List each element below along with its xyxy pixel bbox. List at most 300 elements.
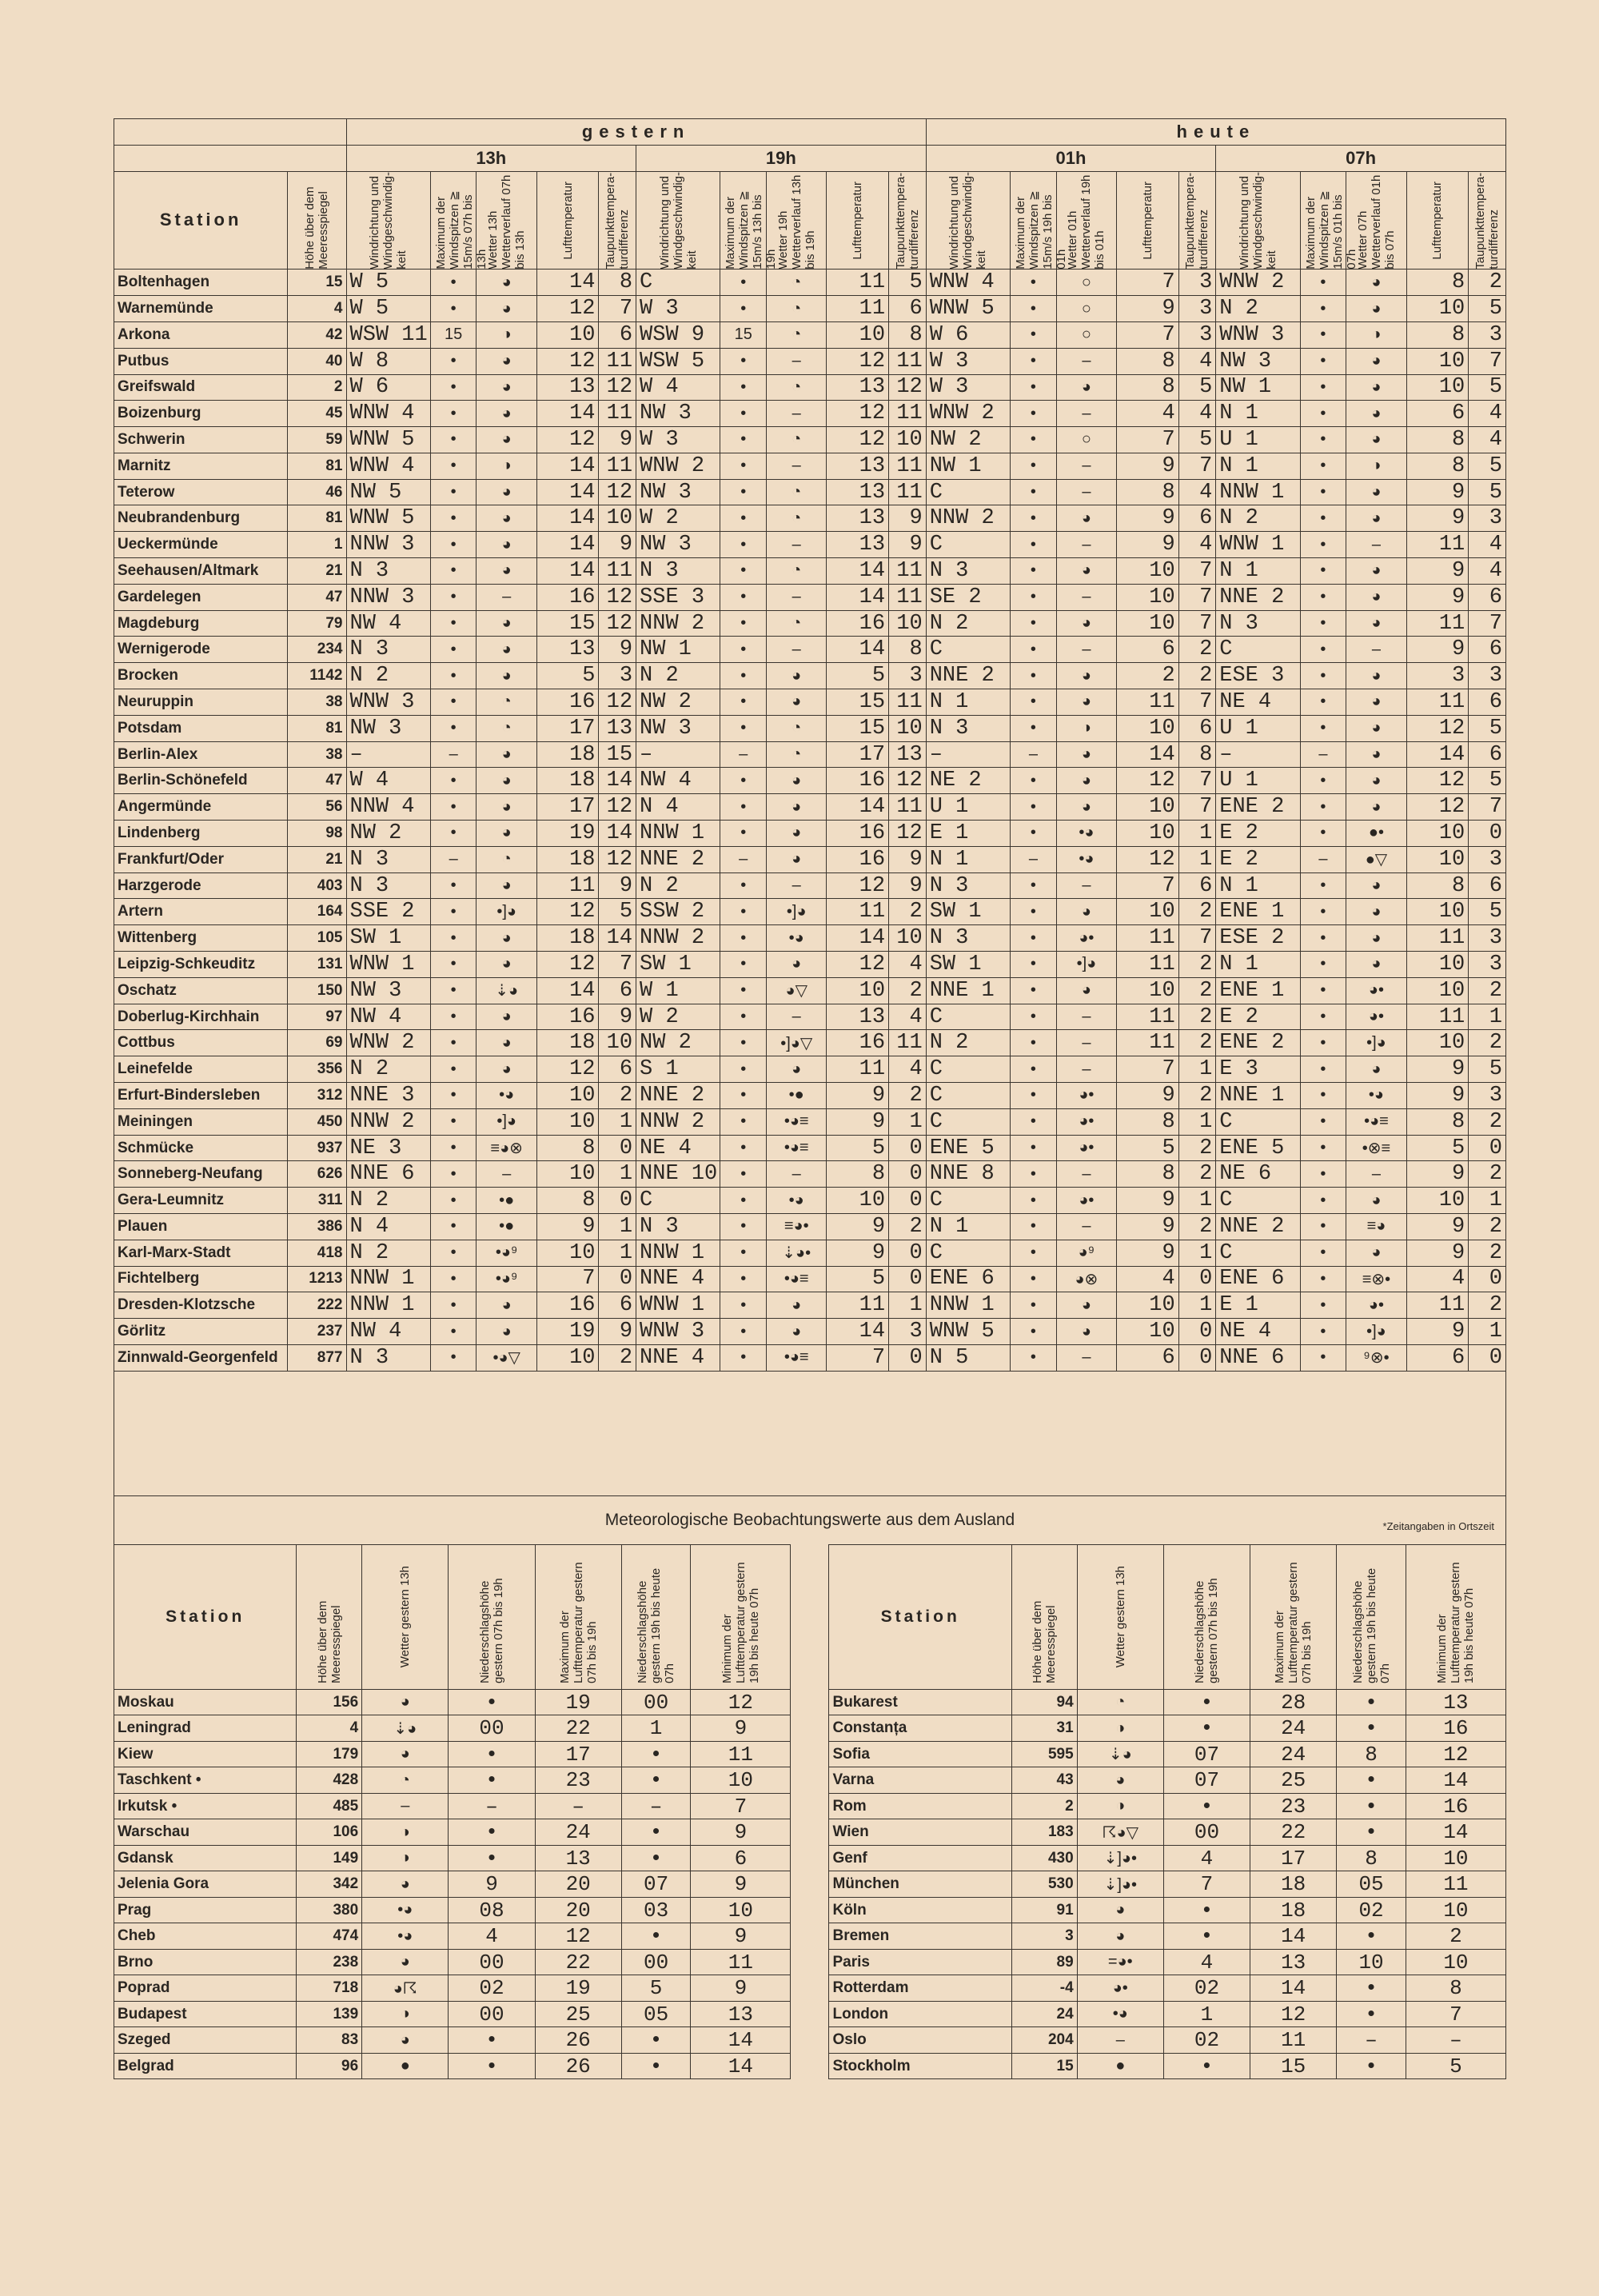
station-name: Neubrandenburg xyxy=(114,505,288,532)
table-cell: 3 xyxy=(1178,296,1216,322)
table-cell: – xyxy=(1056,584,1116,610)
table-row xyxy=(114,768,1506,794)
table-cell: 12 xyxy=(827,401,889,427)
table-cell: – xyxy=(449,1793,535,1819)
table-cell: • xyxy=(720,610,767,637)
table-cell: 7 xyxy=(1163,1871,1250,1898)
table-cell: 83 xyxy=(297,2027,362,2054)
table-cell: 10 xyxy=(1406,296,1469,322)
table-cell: • xyxy=(449,1767,535,1794)
table-cell: 10 xyxy=(1117,899,1179,925)
table-cell: ◕ xyxy=(1056,663,1116,689)
table-cell: ◕ xyxy=(477,348,536,374)
table-cell: 18 xyxy=(1250,1897,1337,1923)
table-cell: 10 xyxy=(889,427,927,453)
table-cell: ◕• xyxy=(1056,1135,1116,1161)
table-cell: • xyxy=(430,296,477,322)
table-cell: E 2 xyxy=(1216,821,1300,847)
table-cell: 11 xyxy=(1406,689,1469,716)
table-cell: ◕ xyxy=(1346,584,1406,610)
table-cell: 2 xyxy=(599,1083,636,1109)
table-cell: 2 xyxy=(1178,663,1216,689)
table-cell: 16 xyxy=(536,689,599,716)
table-cell: 4 xyxy=(288,296,346,322)
table-cell: • xyxy=(1300,1240,1346,1266)
table-cell: ◑ xyxy=(362,1819,449,1846)
table-cell: ◕ xyxy=(477,1030,536,1056)
table-cell: 12 xyxy=(1406,1741,1505,1767)
table-cell: 10 xyxy=(1406,1188,1469,1214)
table-cell: 238 xyxy=(297,1949,362,1975)
table-cell: WNW 1 xyxy=(636,1292,720,1319)
table-cell: C xyxy=(926,1083,1010,1109)
table-cell: • xyxy=(720,1083,767,1109)
table-cell: 13 xyxy=(827,374,889,401)
table-cell: • xyxy=(1011,977,1057,1004)
table-cell: ◕ xyxy=(1346,768,1406,794)
table-cell: 31 xyxy=(1011,1715,1077,1742)
ausland-rows xyxy=(114,1689,1506,2079)
table-cell: ◔ xyxy=(767,321,827,348)
table-cell: ⇣]◕• xyxy=(1077,1845,1163,1871)
table-cell: 8 xyxy=(1406,1975,1505,2002)
table-cell: 8 xyxy=(1406,270,1469,296)
table-cell: 17 xyxy=(827,741,889,768)
table-cell: 9 xyxy=(449,1871,535,1898)
table-cell: • xyxy=(430,1344,477,1371)
table-cell: 11 xyxy=(1406,1004,1469,1030)
station-name: Varna xyxy=(829,1767,1011,1794)
table-cell: 9 xyxy=(691,1715,791,1742)
table-cell: NNW 1 xyxy=(926,1292,1010,1319)
table-cell: N 2 xyxy=(1216,296,1300,322)
table-cell: N 4 xyxy=(346,1214,430,1240)
table-cell: 12 xyxy=(1406,794,1469,821)
table-cell: 16 xyxy=(1406,1715,1505,1742)
table-cell: 10 xyxy=(536,1083,599,1109)
table-cell: • xyxy=(1011,584,1057,610)
table-cell: • xyxy=(1337,1767,1406,1794)
table-cell: 21 xyxy=(288,846,346,872)
table-cell: 11 xyxy=(827,899,889,925)
table-cell: 22 xyxy=(535,1715,621,1742)
table-cell: 8 xyxy=(536,1135,599,1161)
table-cell: 9 xyxy=(1117,1188,1179,1214)
table-cell: • xyxy=(720,1030,767,1056)
table-cell: • xyxy=(430,348,477,374)
table-cell: •◕ xyxy=(1077,2001,1163,2027)
table-cell: 14 xyxy=(599,821,636,847)
table-cell: ◕ xyxy=(477,663,536,689)
table-cell: 7 xyxy=(1117,1056,1179,1083)
table-cell: ◕ xyxy=(767,768,827,794)
table-cell: 16 xyxy=(827,1030,889,1056)
table-cell: 6 xyxy=(1117,1344,1179,1371)
table-cell: • xyxy=(1300,1161,1346,1188)
table-cell: • xyxy=(1011,1030,1057,1056)
station-name: Bukarest xyxy=(829,1689,1011,1715)
table-cell: •◕≡ xyxy=(1346,1108,1406,1135)
station-name: Arkona xyxy=(114,321,288,348)
table-cell: 08 xyxy=(449,1897,535,1923)
table-cell: • xyxy=(720,1108,767,1135)
table-cell: • xyxy=(430,1266,477,1292)
station-name: London xyxy=(829,2001,1011,2027)
table-cell: 6 xyxy=(1178,715,1216,741)
table-cell: ENE 5 xyxy=(1216,1135,1300,1161)
station-name: Rotterdam xyxy=(829,1975,1011,2002)
table-cell: 18 xyxy=(536,768,599,794)
table-cell: 26 xyxy=(535,2027,621,2054)
table-cell: • xyxy=(720,1344,767,1371)
table-row xyxy=(114,1871,1506,1898)
table-cell: N 1 xyxy=(926,846,1010,872)
time-01h: 01h xyxy=(926,145,1216,171)
table-cell: 00 xyxy=(449,2001,535,2027)
table-cell: ◕ xyxy=(1056,689,1116,716)
table-cell: 9 xyxy=(691,1923,791,1950)
table-cell: ◑ xyxy=(362,2001,449,2027)
table-cell: 4 xyxy=(1178,479,1216,505)
table-cell: 16 xyxy=(827,821,889,847)
table-cell: ◕• xyxy=(1346,1292,1406,1319)
table-cell: ◕ xyxy=(477,952,536,978)
table-cell: – xyxy=(767,401,827,427)
table-row xyxy=(114,532,1506,558)
table-cell: SSE 3 xyxy=(636,584,720,610)
table-cell: 96 xyxy=(297,2053,362,2079)
table-cell: NNE 10 xyxy=(636,1161,720,1188)
table-cell: • xyxy=(720,715,767,741)
table-cell: • xyxy=(1011,1161,1057,1188)
table-cell: 46 xyxy=(288,479,346,505)
table-cell: 14 xyxy=(536,479,599,505)
station-name: Budapest xyxy=(114,2001,297,2027)
table-row xyxy=(114,1793,1506,1819)
table-cell: 2 xyxy=(1011,1793,1077,1819)
table-cell: 8 xyxy=(1406,321,1469,348)
table-cell: NNW 3 xyxy=(346,584,430,610)
table-cell: 15 xyxy=(536,610,599,637)
table-row xyxy=(114,1240,1506,1266)
table-cell: • xyxy=(720,977,767,1004)
station-name: Gdansk xyxy=(114,1845,297,1871)
station-name: Taschkent • xyxy=(114,1767,297,1794)
table-cell: •◕⁹ xyxy=(477,1240,536,1266)
table-cell: •◕ xyxy=(767,1188,827,1214)
table-cell: – xyxy=(1056,1030,1116,1056)
table-cell: 14 xyxy=(827,794,889,821)
table-cell: C xyxy=(926,1004,1010,1030)
table-cell: ◕ xyxy=(362,1871,449,1898)
table-cell: 02 xyxy=(449,1975,535,2002)
table-cell: 2 xyxy=(1178,1030,1216,1056)
station-name: Neuruppin xyxy=(114,689,288,716)
table-cell: ENE 6 xyxy=(1216,1266,1300,1292)
table-cell: 2 xyxy=(1469,1292,1506,1319)
table-cell: ◕ xyxy=(1056,1292,1116,1319)
table-cell: 0 xyxy=(889,1188,927,1214)
table-cell: E 3 xyxy=(1216,1056,1300,1083)
table-cell: ⇣◕ xyxy=(477,977,536,1004)
table-cell: E 2 xyxy=(1216,1004,1300,1030)
table-cell: NW 4 xyxy=(346,1319,430,1345)
table-cell: • xyxy=(1337,1819,1406,1846)
table-cell: ◕ xyxy=(1056,558,1116,585)
table-cell: • xyxy=(430,1292,477,1319)
table-cell: 98 xyxy=(288,821,346,847)
table-cell: – xyxy=(767,1004,827,1030)
col-header: Taupunkttempera-turdifferenz xyxy=(1183,172,1211,270)
station-name: Görlitz xyxy=(114,1319,288,1345)
separator xyxy=(791,1949,829,1975)
table-cell: ◕• xyxy=(1346,1004,1406,1030)
table-cell: ◕ xyxy=(1346,872,1406,899)
table-cell: 02 xyxy=(1163,2027,1250,2054)
table-cell: 3 xyxy=(1178,270,1216,296)
table-cell: ◔ xyxy=(767,374,827,401)
table-cell: • xyxy=(430,1135,477,1161)
table-cell: 14 xyxy=(599,925,636,952)
table-cell: ◕ xyxy=(1346,663,1406,689)
table-cell: 10 xyxy=(1117,584,1179,610)
table-cell: 12 xyxy=(1117,768,1179,794)
table-cell: 12 xyxy=(1250,2001,1337,2027)
table-cell: – xyxy=(1077,2027,1163,2054)
table-cell: ◕ xyxy=(477,479,536,505)
table-cell: 9 xyxy=(1117,453,1179,479)
table-cell: 43 xyxy=(1011,1767,1077,1794)
table-row xyxy=(114,610,1506,637)
table-cell: • xyxy=(621,1819,691,1846)
table-cell: N 1 xyxy=(926,1214,1010,1240)
table-cell: 7 xyxy=(599,296,636,322)
table-cell: •◕≡ xyxy=(767,1135,827,1161)
table-cell: 14 xyxy=(536,453,599,479)
table-cell: • xyxy=(1011,872,1057,899)
table-cell: ◕ xyxy=(362,1689,449,1715)
table-cell: 237 xyxy=(288,1319,346,1345)
table-cell: 12 xyxy=(1117,846,1179,872)
table-cell: 12 xyxy=(535,1923,621,1950)
table-row xyxy=(114,1715,1506,1742)
table-cell: 9 xyxy=(889,505,927,532)
table-cell: – xyxy=(767,584,827,610)
table-cell: • xyxy=(1300,348,1346,374)
table-cell: 11 xyxy=(1117,925,1179,952)
table-row xyxy=(114,846,1506,872)
table-cell: – xyxy=(1011,846,1057,872)
ausland-table xyxy=(114,1544,1506,2080)
table-cell: – xyxy=(767,872,827,899)
table-cell: • xyxy=(1300,1108,1346,1135)
table-cell: • xyxy=(720,899,767,925)
table-cell: • xyxy=(1300,1030,1346,1056)
table-cell: NW 1 xyxy=(636,637,720,663)
col-header: Wetter 01h Wetterverlauf 19h bis 01h xyxy=(1066,174,1107,270)
table-cell: • xyxy=(1011,1188,1057,1214)
table-cell: • xyxy=(720,689,767,716)
table-cell: 14 xyxy=(1406,741,1469,768)
ausland-station-header-left: Station xyxy=(114,1544,297,1689)
table-cell: • xyxy=(1011,505,1057,532)
table-cell: • xyxy=(720,1161,767,1188)
table-cell: 12 xyxy=(599,846,636,872)
station-name: Lindenberg xyxy=(114,821,288,847)
table-cell: 6 xyxy=(1469,584,1506,610)
table-cell: ◕ xyxy=(477,821,536,847)
table-cell: 403 xyxy=(288,872,346,899)
table-cell: • xyxy=(621,1767,691,1794)
table-cell: • xyxy=(621,2053,691,2079)
table-cell: 5 xyxy=(1117,1135,1179,1161)
table-cell: 11 xyxy=(1117,952,1179,978)
table-cell: 2 xyxy=(1178,952,1216,978)
table-cell: 11 xyxy=(1117,1004,1179,1030)
table-cell: ◕ xyxy=(1346,374,1406,401)
table-cell: 00 xyxy=(1163,1819,1250,1846)
table-cell: 42 xyxy=(288,321,346,348)
table-cell: – xyxy=(346,741,430,768)
table-cell: C xyxy=(1216,1108,1300,1135)
table-cell: 07 xyxy=(1163,1767,1250,1794)
table-cell: 9 xyxy=(1406,637,1469,663)
table-cell: ◑ xyxy=(1077,1715,1163,1742)
inland-table xyxy=(114,118,1506,1372)
table-cell: N 4 xyxy=(636,794,720,821)
table-cell: 81 xyxy=(288,453,346,479)
table-cell: ◕ xyxy=(477,558,536,585)
table-cell: 4 xyxy=(889,1004,927,1030)
table-cell: 05 xyxy=(621,2001,691,2027)
table-cell: • xyxy=(1337,1793,1406,1819)
table-cell: • xyxy=(430,401,477,427)
station-name: Brocken xyxy=(114,663,288,689)
table-cell: W 3 xyxy=(926,374,1010,401)
table-cell: • xyxy=(1300,453,1346,479)
table-cell: • xyxy=(1011,610,1057,637)
table-cell: 3 xyxy=(1469,321,1506,348)
table-cell: 00 xyxy=(621,1949,691,1975)
table-cell: 7 xyxy=(599,952,636,978)
table-cell: NE 6 xyxy=(1216,1161,1300,1188)
table-cell: • xyxy=(1300,374,1346,401)
station-name: Angermünde xyxy=(114,794,288,821)
table-cell: C xyxy=(636,1188,720,1214)
table-cell: N 2 xyxy=(346,1056,430,1083)
table-row xyxy=(114,1767,1506,1794)
table-cell: • xyxy=(430,610,477,637)
table-cell: W 2 xyxy=(636,1004,720,1030)
table-cell: ◔ xyxy=(767,427,827,453)
table-cell: • xyxy=(430,1188,477,1214)
table-cell: ENE 1 xyxy=(1216,899,1300,925)
table-cell: 16 xyxy=(827,846,889,872)
table-cell: 1 xyxy=(1178,1108,1216,1135)
table-cell: 18 xyxy=(1250,1871,1337,1898)
table-cell: 13 xyxy=(535,1845,621,1871)
table-cell: 13 xyxy=(599,715,636,741)
table-cell: • xyxy=(1300,479,1346,505)
table-cell: 428 xyxy=(297,1767,362,1794)
table-cell: • xyxy=(1011,637,1057,663)
table-cell: NNE 2 xyxy=(636,1083,720,1109)
station-name: Oschatz xyxy=(114,977,288,1004)
table-cell: 5 xyxy=(827,663,889,689)
table-cell: 79 xyxy=(288,610,346,637)
table-row xyxy=(114,637,1506,663)
table-cell: NW 3 xyxy=(636,715,720,741)
table-cell: 11 xyxy=(536,872,599,899)
table-cell: • xyxy=(1300,1135,1346,1161)
table-cell: • xyxy=(430,689,477,716)
table-cell: WSW 9 xyxy=(636,321,720,348)
table-cell: – xyxy=(1216,741,1300,768)
col-header: Wetter 07h Wetterverlauf 01h bis 07h xyxy=(1355,174,1397,270)
table-row xyxy=(114,952,1506,978)
table-cell: 17 xyxy=(536,794,599,821)
station-name: Belgrad xyxy=(114,2053,297,2079)
table-cell: 9 xyxy=(1117,1214,1179,1240)
table-cell: 3 xyxy=(1469,925,1506,952)
table-cell: W 5 xyxy=(346,296,430,322)
table-cell: NW 1 xyxy=(926,453,1010,479)
table-cell: • xyxy=(1337,2053,1406,2079)
table-cell: ●▽ xyxy=(1346,846,1406,872)
table-row xyxy=(114,1108,1506,1135)
table-cell: • xyxy=(430,1056,477,1083)
table-cell: 9 xyxy=(827,1240,889,1266)
table-cell: 9 xyxy=(1406,584,1469,610)
table-cell: 9 xyxy=(1117,296,1179,322)
table-cell: ○ xyxy=(1056,427,1116,453)
table-cell: 12 xyxy=(889,821,927,847)
table-cell: 139 xyxy=(297,2001,362,2027)
table-cell: 14 xyxy=(827,925,889,952)
table-cell: N 1 xyxy=(1216,453,1300,479)
table-cell: C xyxy=(926,1056,1010,1083)
table-cell: 7 xyxy=(1117,427,1179,453)
table-cell: 12 xyxy=(827,348,889,374)
table-cell: 1 xyxy=(599,1108,636,1135)
table-cell: ◕▽ xyxy=(767,977,827,1004)
table-cell: • xyxy=(430,1030,477,1056)
table-cell: • xyxy=(720,1188,767,1214)
table-cell: • xyxy=(1011,1266,1057,1292)
table-cell: 8 xyxy=(1178,741,1216,768)
table-cell: NW 2 xyxy=(636,689,720,716)
table-cell: SW 1 xyxy=(926,899,1010,925)
table-cell: 3 xyxy=(1178,321,1216,348)
station-name: Poprad xyxy=(114,1975,297,2002)
table-cell: 19 xyxy=(535,1975,621,2002)
table-cell: ◕ xyxy=(767,663,827,689)
station-name: Genf xyxy=(829,1845,1011,1871)
table-cell: • xyxy=(621,1923,691,1950)
table-cell: 94 xyxy=(1011,1689,1077,1715)
table-cell: 12 xyxy=(536,1056,599,1083)
table-cell: S 1 xyxy=(636,1056,720,1083)
table-cell: 9 xyxy=(827,1108,889,1135)
table-cell: 12 xyxy=(536,899,599,925)
table-cell: 02 xyxy=(1163,1975,1250,2002)
col-header: Niederschlagshöhe gestern 19h bis heute 07h xyxy=(636,1567,677,1683)
table-cell: 2 xyxy=(889,1083,927,1109)
table-cell: ◕ xyxy=(1346,427,1406,453)
table-cell: 20 xyxy=(535,1897,621,1923)
table-cell: 0 xyxy=(1469,1135,1506,1161)
table-cell: ◕ xyxy=(1056,768,1116,794)
